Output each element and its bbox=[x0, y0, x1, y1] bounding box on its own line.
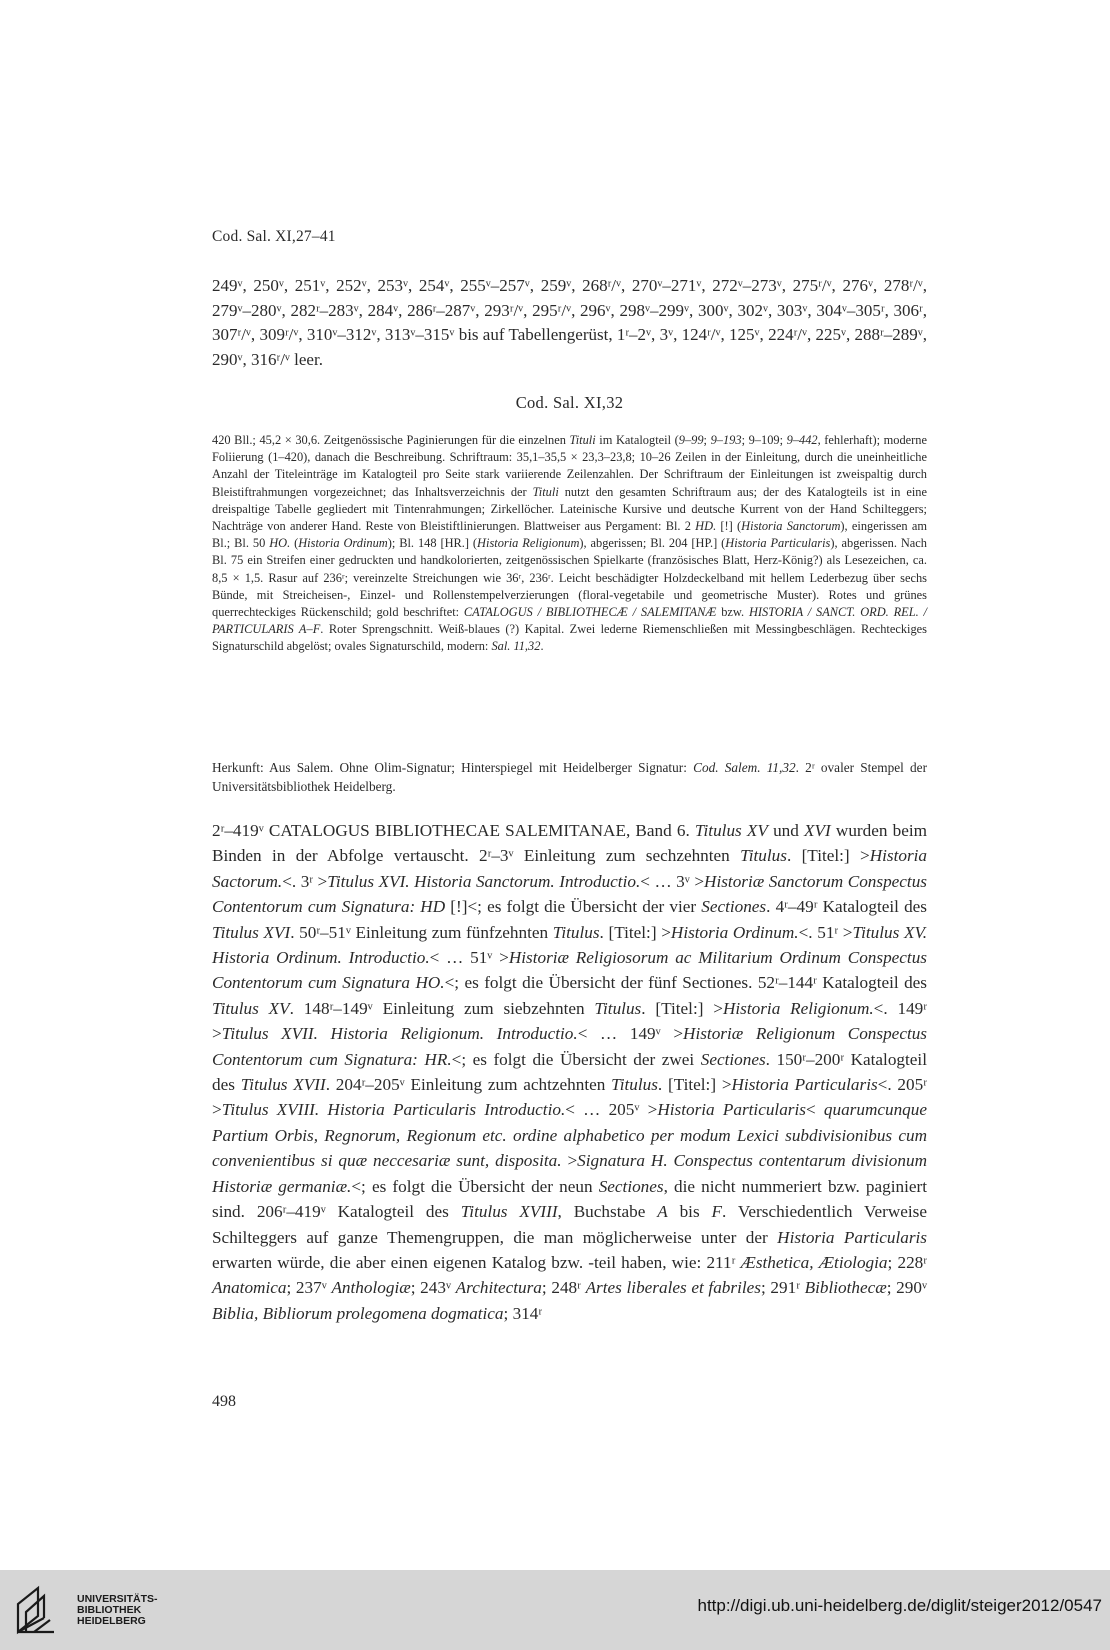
library-logo-icon[interactable] bbox=[14, 1582, 68, 1636]
previous-entry-folios: 249ᵛ, 250ᵛ, 251ᵛ, 252ᵛ, 253ᵛ, 254ᵛ, 255ᵛ–257ᵛ, 259ᵛ, 268ʳ/ᵛ, 270ᵛ–271ᵛ, 272ᵛ–273ᵛ, 275ʳ/ᵛ, 276ᵛ, 278ʳ/ᵛ, 279ᵛ–280ᵛ, 282ʳ–283ᵛ, 284ᵛ, 286ʳ–287ᵛ, 293ʳ/ᵛ, 295ʳ/ᵛ, 296ᵛ, 298ᵛ–299ᵛ, 300ᵛ, 302ᵛ, 303ᵛ, 304ᵛ–305ʳ, 306ʳ, 307ʳ/ᵛ, 309ʳ/ᵛ, 310ᵛ–312ᵛ, 313ᵛ–315ᵛ bis auf Tabellengerüst, 1ʳ–2ᵛ, 3ᵛ, 124ʳ/ᵛ, 125ᵛ, 224ʳ/ᵛ, 225ᵛ, 288ʳ–289ᵛ, 290ᵛ, 316ʳ/ᵛ leer. bbox=[212, 276, 927, 369]
page-number: 498 bbox=[212, 1393, 236, 1410]
running-head: Cod. Sal. XI,27–41 bbox=[212, 228, 336, 245]
content-description: 2ʳ–419ᵛ CATALOGUS BIBLIOTHECAE SALEMITANAE, Band 6. Titulus XV und XVI wurden beim Binden in der Abfolge vertauscht. 2ʳ–3ᵛ Einleitung zum sechzehnten Titulus. [Titel:] >Historia Sactorum.<. 3ʳ >Titulus XVI. Historia Sanctorum. Introductio.< … 3ᵛ >Historiæ Sanctorum Conspectus Contentorum cum Signatura: HD [!]<; es folgt die Übersicht der vier Sectiones. 4ʳ–49ʳ Katalogteil des Titulus XVI. 50ʳ–51ᵛ Einleitung zum fünfzehnten Titulus. [Titel:] >Historia Ordinum.<. 51ʳ >Titulus XV. Historia Ordinum. Introductio.< … 51ᵛ >Historiæ Religiosorum ac Militarium Ordinum Conspectus Contentorum cum Signatura HO.<; es folgt die Übersicht der fünf Sectiones. 52ʳ–144ʳ Katalogteil des Titulus XV. 148ʳ–149ᵛ Einleitung zum siebzehnten Titulus. [Titel:] >Historia Religionum.<. 149ʳ >Titulus XVII. Historia Religionum. Introductio.< … 149ᵛ >Historiæ Religionum Conspectus Contentorum cum Signatura: HR.<; es folgt die Übersicht der zwei Sectiones. 150ʳ–200ʳ Katalogteil des Titulus XVII. 204ʳ–205ᵛ Einleitung zum achtzehnten Titulus. [Titel:] >Historia Particularis<. 205ʳ >Titulus XVIII. Historia Particularis Introductio.< … 205ᵛ >Historia Particularis< quarumcunque Partium Orbis, Regnorum, Regionum etc. ordine alphabetico per modum Lexici subdivisionibus cum convenientibus si quæ neccesariæ sunt, disposita. >Signatura H. Conspectus contentarum divisionum Historiæ germaniæ.<; es folgt die Übersicht der neun Sectiones, die nicht nummeriert bzw. paginiert sind. 206ʳ–419ᵛ Katalogteil des Titulus XVIII, Buchstabe A bis F. Verschiedentlich Verweise Schilteggers auf ganze Themengruppen, die man möglicherweise unter der Historia Particularis erwarten würde, die aber einen eigenen Katalog bzw. -teil haben, wie: 211ʳ Æsthetica, Ætiologia; 228ʳ Anatomica; 237ᵛ Anthologiæ; 243ᵛ Architectura; 248ʳ Artes liberales et fabriles; 291ʳ Bibliothecæ; 290ᵛ Biblia, Bibliorum prolegomena dogmatica; 314ʳ bbox=[212, 821, 928, 1323]
library-logo-text: UNIVERSITÄTS- BIBLIOTHEK HEIDELBERG bbox=[77, 1593, 158, 1627]
codex-description: 420 Bll.; 45,2 × 30,6. Zeitgenössische Paginierungen für die einzelnen Tituli im Katalogteil (9–99; 9–193; 9–109; 9–442, fehlerhaft); moderne Foliierung (1–420), danach die Beschreibung. Schriftraum: 35,1–35,5 × 23,3–23,8; 10–26 Zeilen in der Einleitung, durch die uneinheitliche Anzahl der Titeleinträge im Katalogteil pro Seite stark variierende Zeilenzahlen. Der Schriftraum der Einleitungen ist zweispaltig durch Bleistiftrahmungen vorgezeichnet; das Inhaltsverzeichnis der Tituli nutzt den gesamten Schriftraum aus; der des Katalogteils ist in eine dreispaltige Tabelle gegliedert mit Tintenrahmungen; Zirkellöcher. Lateinische Kursive und deutsche Kurrent von der Hand Schilteggers; Nachträge von anderer Hand. Reste von Bleistiftlinierungen. Blattweiser aus Pergament: Bl. 2 HD. [!] (Historia Sanctorum), eingerissen am Bl.; Bl. 50 HO. (Historia Ordinum); Bl. 148 [HR.] (Historia Religionum), abgerissen; Bl. 204 [HP.] (Historia Particularis), abgerissen. Nach Bl. 75 ein Streifen einer gedruckten und handkolorierten, zeitgenössischen Spielkarte (französisches Blatt, Herz-König?) als Lesezeichen, ca. 8,5 × 1,5. Rasur auf 236ʳ; vereinzelte Streichungen wie 36ʳ, 236ʳ. Leicht beschädigter Holzdeckelband mit hellem Lederbezug über sechs Bünde, mit Streicheisen-, Einzel- und Rollenstempelverzierungen (floral-vegetabile und geometrische Muster). Rotes und grünes querrechteckiges Rückenschild; gold beschriftet: CATALOGUS / BIBLIOTHECÆ / SALEMITANÆ bzw. HISTORIA / SANCT. ORD. REL. / PARTICULARIS A–F. Roter Sprengschnitt. Weiß-blaues (?) Kapital. Zwei lederne Riemenschließen mit Messingbeschlägen. Rechteckiges Signaturschild abgelöst; ovales Signaturschild, modern: Sal. 11,32. bbox=[212, 433, 928, 654]
viewer-footer-bar bbox=[0, 1570, 1110, 1650]
section-title: Cod. Sal. XI,32 bbox=[515, 393, 624, 412]
permalink-url[interactable]: http://digi.ub.uni-heidelberg.de/diglit/steiger2012/0547 bbox=[697, 1596, 1102, 1615]
provenance: Herkunft: Aus Salem. Ohne Olim-Signatur; Hinterspiegel mit Heidelberger Signatur: Cod. Salem. 11,32. 2ʳ ovaler Stempel der Universitätsbibliothek Heidelberg. bbox=[212, 760, 927, 794]
